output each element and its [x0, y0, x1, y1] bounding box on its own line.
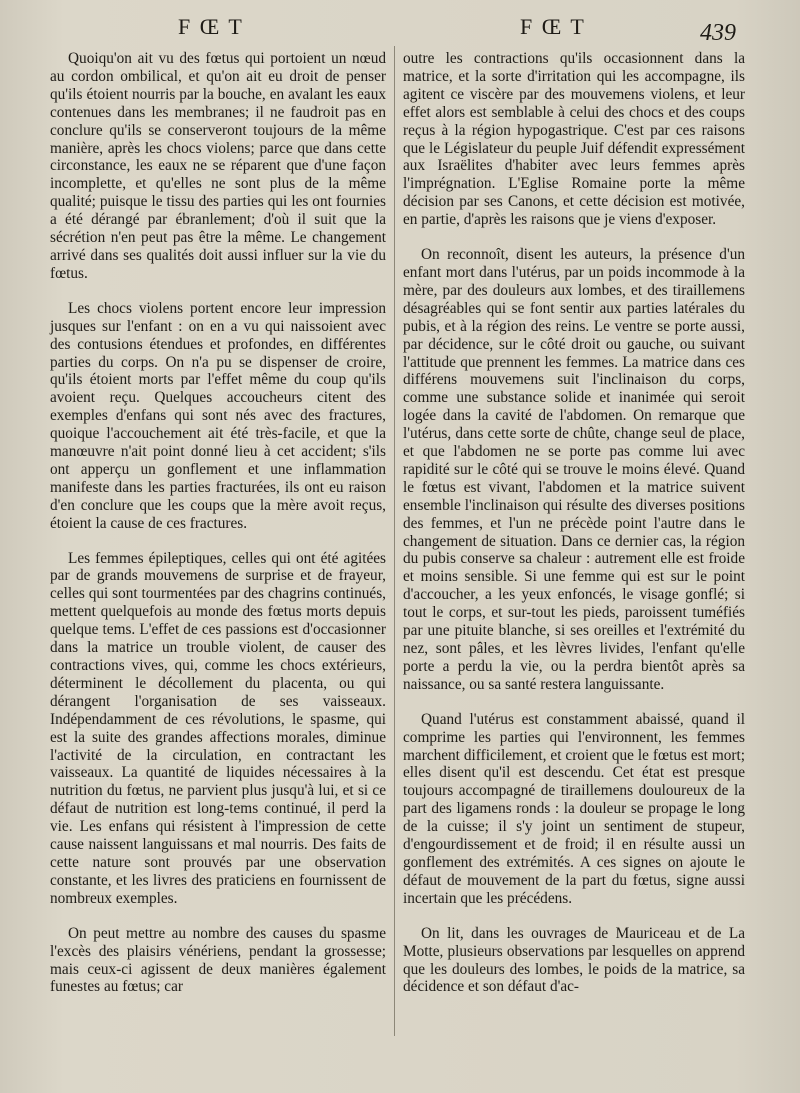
paragraph: On reconnoît, disent les auteurs, la présence d'un enfant mort dans l'utérus, par un poids incommode à la mère, par des douleurs aux lombes, et des tiraillemens désagréables qui se font sentir aux parties latérales du pubis, et à la région des reins. Le ventre se porte aussi, par décidence, sur le côté droit ou gauche, ou suivant l'attitude que prennent les femmes. La matrice dans ces différens mouvemens suit l'inclinaison du corps, comme une substance solide et inanimée qui seroit logée dans la cavité de l'abdomen. On remarque que l'utérus, dans cette sorte de chûte, change seul de place, et que l'abdomen ne se porte pas comme lui avec rapidité sur le côté qui se trouve le moins élevé. Quand le fœtus est vivant, l'abdomen et la matrice suivent ensemble l'inclinaison qui résulte des diverses positions des femmes, et l'un ne précède point l'autre dans le changement de situation. Dans ce dernier cas, la région du pubis conserve sa chaleur : autrement elle est froide et moins sensible. Si une femme qui est sur le point d'accoucher, a les yeux enfoncés, le visage gonflé; si tout le corps, et sur-tout les pieds, paroissent tuméfiés par une pituite blanche, si ses oreilles et l'extrémité du nez, sont pâles, et les lèvres livides, l'enfant qu'elle porte a perdu la vie, ou la perdra bientôt après sa naissance, ou sa santé restera languissante.	[403, 246, 745, 693]
paragraph: On lit, dans les ouvrages de Mauriceau et de La Motte, plusieurs observations par lesquelles on apprend que les douleurs des lombes, le poids de la matrice, sa décidence et son défaut d'ac-	[403, 924, 745, 996]
paragraph: Quand l'utérus est constamment abaissé, quand il comprime les parties qui l'environnent, les femmes marchent difficilement, et croient que le fœtus est mort; elles disent qu'il est descendu. Cet état est presque toujours accompagné de tiraillemens douloureux de la part des ligamens ronds : la douleur se propage le long de la cuisse; il s'y joint un sentiment de stupeur, d'engourdissement et de froid; il en résulte aussi un gonflement des extrémités. A ces signes on ajoute le défaut de mouvement de la part du fœtus, signe aussi incertain que les précédens.	[403, 710, 745, 907]
left-column	[50, 50, 386, 1013]
paragraph: outre les contractions qu'ils occasionnent dans la matrice, et la sorte d'irritation qui les accompagne, ils agitent ce viscère par des mouvemens violens, et leur effet alors est semblable à celui des chocs et des coups reçus à la région hypogastrique. C'est par ces raisons que le Législateur du peuple Juif défendit expressément aux Israëlites d'habiter avec leurs femmes après l'imprégnation. L'Eglise Romaine porte la même décision par ses Canons, et cette décision est motivée, en partie, d'après les raisons que je viens d'exposer.	[403, 50, 745, 229]
paragraph: On peut mettre au nombre des causes du spasme l'excès des plaisirs vénériens, pendant la grossesse; mais ceux-ci agissent de deux manières également funestes au fœtus; car	[50, 924, 386, 996]
right-column	[403, 50, 745, 1013]
page-number: 439	[700, 20, 736, 46]
running-head-right: F Œ T	[520, 14, 586, 39]
paragraph: Les chocs violens portent encore leur impression jusques sur l'enfant : on en a vu qui naissoient avec des contusions étendues et profondes, en différentes parties du corps. On n'a pu se dispenser de croire, qu'ils étoient morts par l'effet même du coup qu'ils avoient reçu. Quelques accoucheurs citent des exemples d'enfans qui sont nés avec des fractures, quoique l'accouchement ait été très-facile, et que la manœuvre n'ait point donné lieu à cet accident; s'ils ont apperçu un gonflement et une inflammation manifeste dans les parties fracturées, ils ont eu raison d'en conclure que les coups que la mère avoit reçus, étoient la cause de ces fractures.	[50, 299, 386, 532]
column-divider	[394, 46, 395, 1036]
running-head-left: F Œ T	[178, 14, 244, 39]
paragraph: Les femmes épileptiques, celles qui ont été agitées par de grands mouvemens de surprise et de frayeur, celles qui sont tourmentées par des chagrins continués, mettent quelquefois au monde des fœtus morts depuis quelque tems. L'effet de ces passions est d'occasionner dans la matrice un trouble violent, de causer des contractions vives, qui, comme les chocs extérieurs, déterminent le décollement du placenta, ou qui dérangent l'organisation de ses vaisseaux. Indépendamment de ces révolutions, le spasme, qui est la suite des grandes affections morales, diminue l'activité de la circulation, en contractant les vaisseaux. La quantité de liquides nécessaires à la nutrition du fœtus, ne parvient plus jusqu'à lui, et si ce défaut de nutrition est long-tems continué, il perd la vie. Les enfans qui résistent à l'impression de cette cause naissent languissans et mal nourris. Des faits de cette nature sont prouvés par une observation constante, et les livres des praticiens en fournissent de nombreux exemples.	[50, 549, 386, 907]
paragraph: Quoiqu'on ait vu des fœtus qui portoient un nœud au cordon ombilical, et qu'on ait eu droit de penser qu'ils étoient nourris par la bouche, en avalant les eaux contenues dans les membranes; il ne faudroit pas en conclure qu'ils se conserveront toujours de la même manière, après les chocs violens; parce que dans cette circonstance, les eaux ne se réparent que d'une façon incomplette, et qu'elles ne sont plus de la même qualité; puisque le tissu des parties qui les ont fournies a été dérangé par ébranlement; d'où il suit que la sécrétion n'en peut pas être la même. Le changement arrivé dans ses qualités doit aussi influer sur la vie du fœtus.	[50, 50, 386, 282]
